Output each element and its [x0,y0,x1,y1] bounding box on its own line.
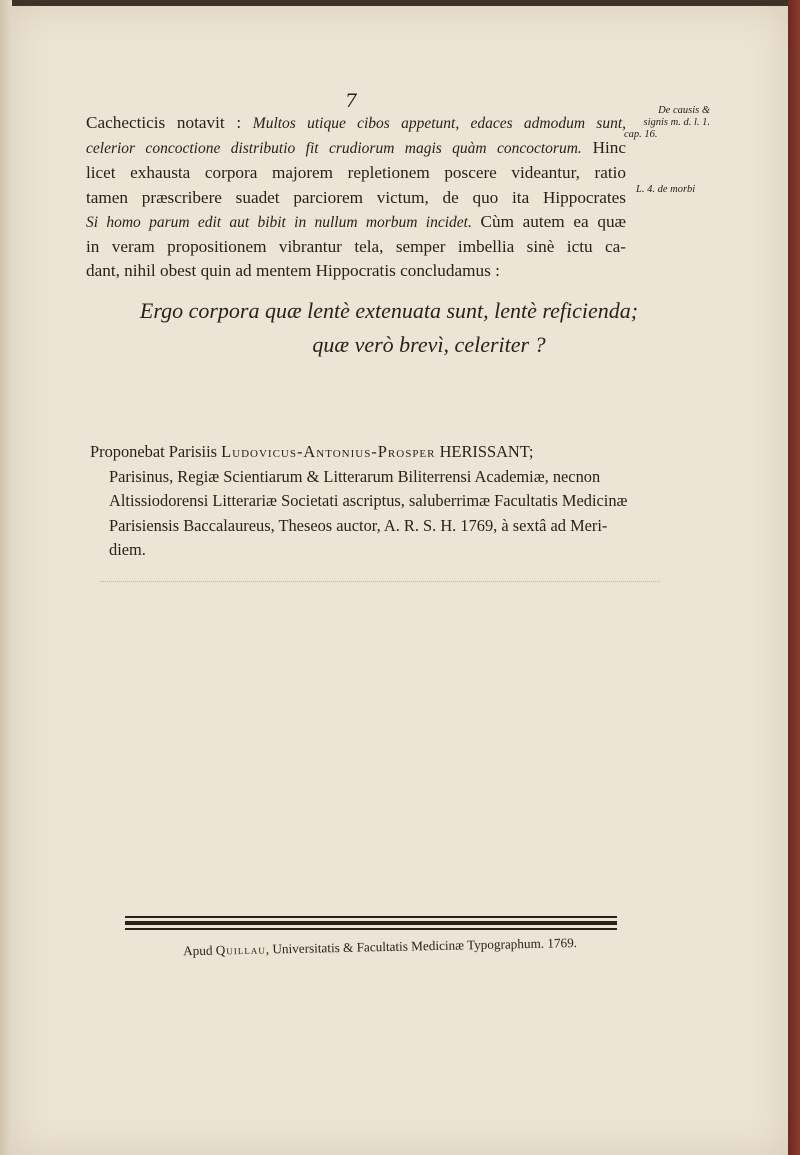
conclusion-thesis: Ergo corpora quæ lentè extenuata sunt, lentè reficienda; quæ verò brevì, celeriter ? [139,298,639,357]
book-page [10,6,788,1155]
double-rule [125,916,617,933]
body-line: Si homo parum edit aut bibit in nullum morbum incidet. Cùm autem ea quæ [86,211,626,231]
body-line: in veram propositionem vibrantur tela, semper imbellia sinè ictu ca- [86,237,626,257]
right-binding-edge [788,0,800,1155]
margin-note-morbis: L. 4. de morbi [636,184,696,195]
margin-note-causis: De causis & signis m. d. l. 1. cap. 16. [624,105,710,140]
page-number: 7 [345,90,358,112]
body-line: dant, nihil obest quin ad mentem Hippocratis concludamus : [86,261,500,281]
body-line: tamen præscribere suadet parciorem victum, de quo ita Hippocrates [86,187,626,207]
body-line: Cachecticis notavit : Multos utique cibos appetunt, edaces admodum sunt, [86,113,626,132]
bleed-through-mark [100,581,660,588]
body-line: celerior concoctione distributio fit crudiorum magis quàm concoctorum. Hinc [86,138,626,158]
author-name: Ludovicus-Antonius-Prosper [221,442,436,461]
body-paragraph [86,111,626,283]
body-line: licet exhausta corpora majorem repletionem poscere videantur, ratio [86,163,626,183]
printer-imprint: Apud Quillau, Universitatis & Facultatis Medicinæ Typographum. 1769. [183,935,578,959]
proponebat-paragraph: Proponebat Parisiis Ludovicus-Antonius-Prosper HERISSANT; Parisinus, Regiæ Scientiarum & Litterarum Biliterrensi Academiæ, necnon Altissiodorensi Litterariæ Societati ascriptus, saluberrimæ Facultatis Medicinæ Parisiensis Baccalaureus, Theseos auctor, A. R. S. H. 1769, à sextâ ad Meri- diem. [90,442,628,559]
